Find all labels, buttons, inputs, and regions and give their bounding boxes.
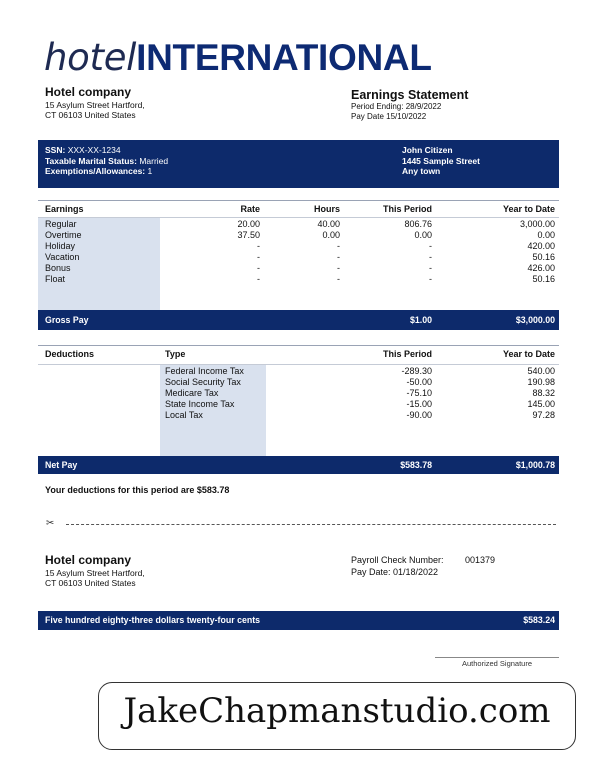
earnings-hours-cell: 0.00 xyxy=(322,230,340,240)
period-ending: Period Ending: 28/9/2022 xyxy=(351,102,442,111)
net-pay-label: Net Pay xyxy=(45,460,78,470)
deduction-ytd-cell: 190.98 xyxy=(527,377,555,387)
deductions-header: Deductions xyxy=(45,349,95,359)
earnings-rate-cell: - xyxy=(257,274,260,284)
earnings-ytd-cell: 50.16 xyxy=(532,252,555,262)
deduction-period-cell: -289.30 xyxy=(401,366,432,376)
earnings-hours-cell: - xyxy=(337,263,340,273)
deduction-period-cell: -75.10 xyxy=(406,388,432,398)
hours-header: Hours xyxy=(313,204,340,214)
earnings-rate-cell: - xyxy=(257,263,260,273)
earnings-period-cell: 0.00 xyxy=(414,230,432,240)
deduction-type-cell: Medicare Tax xyxy=(165,388,219,398)
gross-pay-label: Gross Pay xyxy=(45,315,89,325)
earnings-rate-cell: - xyxy=(257,241,260,251)
amount-words-bar xyxy=(38,611,559,630)
exemptions-line xyxy=(45,166,152,177)
amount-in-words: Five hundred eighty-three dollars twenty-four cents xyxy=(45,615,261,625)
ssn-value: XXX-XX-1234 xyxy=(67,145,121,155)
check-pay-date: Pay Date: 01/18/2022 xyxy=(351,567,439,577)
employee-city: Any town xyxy=(402,166,441,176)
ytd-header: Year to Date xyxy=(502,204,555,214)
check-address-line1: 15 Asylum Street Hartford, xyxy=(45,568,145,578)
earnings-period-cell: - xyxy=(429,274,432,284)
deduction-ytd-cell: 97.28 xyxy=(532,410,555,420)
exemptions-value: 1 xyxy=(147,166,153,176)
earnings-rate-cell: - xyxy=(257,252,260,262)
earnings-label-cell: Bonus xyxy=(45,263,71,273)
rate-header: Rate xyxy=(240,204,260,214)
watermark-text: JakeChapmanstudio.com xyxy=(123,691,551,731)
deduction-ytd-cell: 88.32 xyxy=(532,388,555,398)
earnings-header: Earnings xyxy=(45,204,84,214)
check-company-name: Hotel company xyxy=(45,553,132,567)
check-number: 001379 xyxy=(465,555,496,565)
earnings-rate-cell: 37.50 xyxy=(237,230,260,240)
scissors-icon: ✂ xyxy=(46,518,55,529)
earnings-hours-cell: - xyxy=(337,252,340,262)
earnings-ytd-cell: 0.00 xyxy=(537,230,555,240)
deductions-period-header: This Period xyxy=(382,349,432,359)
earnings-header-rule xyxy=(38,217,559,218)
statement-pay-date: Pay Date 15/10/2022 xyxy=(351,112,427,121)
signature-line xyxy=(435,657,559,658)
earnings-label-cell: Overtime xyxy=(45,230,82,240)
check-amount: $583.24 xyxy=(523,615,555,625)
gross-pay-ytd: $3,000.00 xyxy=(515,315,555,325)
company-address-line1: 15 Asylum Street Hartford, xyxy=(45,100,145,110)
signature-label: Authorized Signature xyxy=(461,659,533,668)
deduction-type-cell: Social Security Tax xyxy=(165,377,241,387)
exemptions-label: Exemptions/Allowances: xyxy=(45,166,146,176)
marital-value: Married xyxy=(139,155,169,166)
deductions-header-rule xyxy=(38,364,559,365)
type-header: Type xyxy=(165,349,186,359)
earnings-hours-cell: - xyxy=(337,241,340,251)
net-pay-bar xyxy=(38,456,559,474)
employee-name: John Citizen xyxy=(402,145,453,155)
deduction-type-cell: State Income Tax xyxy=(165,399,235,409)
deduction-period-cell: -90.00 xyxy=(406,410,432,420)
deduction-ytd-cell: 145.00 xyxy=(527,399,555,409)
earnings-top-rule xyxy=(38,200,559,201)
earnings-period-cell: - xyxy=(429,241,432,251)
earnings-ytd-cell: 50.16 xyxy=(532,274,555,284)
marital-label: Taxable Marital Status: xyxy=(45,155,137,166)
deduction-type-cell: Federal Income Tax xyxy=(165,366,244,376)
earnings-hours-cell: - xyxy=(337,274,340,284)
hotel-logo xyxy=(44,36,432,80)
earnings-rate-cell: 20.00 xyxy=(237,219,260,229)
employee-info-box xyxy=(38,140,559,188)
deduction-type-cell: Local Tax xyxy=(165,410,203,420)
deduction-period-cell: -15.00 xyxy=(406,399,432,409)
earnings-period-cell: - xyxy=(429,263,432,273)
earnings-ytd-cell: 420.00 xyxy=(527,241,555,251)
gross-pay-period: $1.00 xyxy=(409,315,432,325)
ssn-label: SSN: xyxy=(45,145,66,155)
earnings-period-cell: - xyxy=(429,252,432,262)
statement-title: Earnings Statement xyxy=(351,88,469,102)
marital-status-line xyxy=(45,156,168,167)
gross-pay-bar xyxy=(38,310,559,330)
earnings-hours-cell: 40.00 xyxy=(317,219,340,229)
this-period-header: This Period xyxy=(382,204,432,214)
ssn-line xyxy=(45,145,121,156)
earnings-label-cell: Regular xyxy=(45,219,77,229)
net-pay-ytd: $1,000.78 xyxy=(515,460,555,470)
check-address-line2: CT 06103 United States xyxy=(45,578,136,588)
earnings-ytd-cell: 426.00 xyxy=(527,263,555,273)
company-address-line2: CT 06103 United States xyxy=(45,110,136,120)
cut-line xyxy=(66,524,556,525)
check-number-label: Payroll Check Number: xyxy=(351,555,444,565)
deduction-period-cell: -50.00 xyxy=(406,377,432,387)
deductions-summary: Your deductions for this period are $583.78 xyxy=(45,485,230,495)
deduction-ytd-cell: 540.00 xyxy=(527,366,555,376)
earnings-ytd-cell: 3,000.00 xyxy=(519,219,555,229)
earnings-label-cell: Float xyxy=(45,274,66,284)
company-name: Hotel company xyxy=(45,85,132,99)
logo-light-part: hotel xyxy=(44,36,137,79)
employee-street: 1445 Sample Street xyxy=(402,155,480,166)
net-pay-period: $583.78 xyxy=(400,460,432,470)
earnings-label-cell: Holiday xyxy=(45,241,76,251)
watermark-banner xyxy=(98,682,576,750)
logo-bold-part: INTERNATIONAL xyxy=(136,37,432,78)
earnings-period-cell: 806.76 xyxy=(404,219,432,229)
earnings-label-cell: Vacation xyxy=(45,252,80,262)
deductions-top-rule xyxy=(38,345,559,346)
deductions-ytd-header: Year to Date xyxy=(502,349,555,359)
